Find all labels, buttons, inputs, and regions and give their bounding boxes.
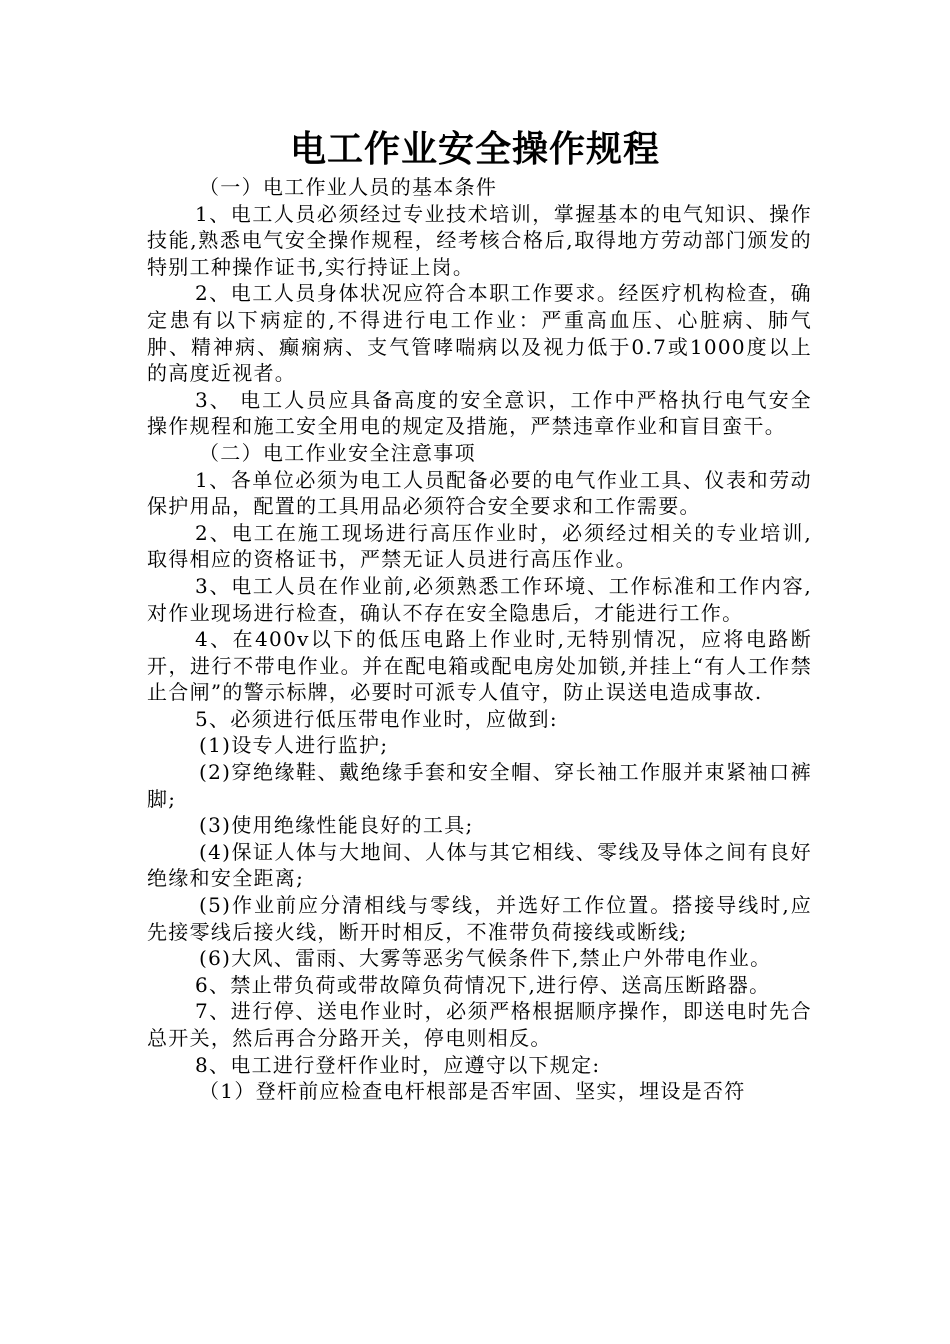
list-item: （1）登杆前应检查电杆根部是否牢固、坚实，埋设是否符 [199,1079,746,1104]
list-item: (2)穿绝缘鞋、戴绝缘手套和安全帽、穿长袖工作服并束紧袖口裤脚; [147,760,812,811]
list-item: (5)作业前应分清相线与零线，并选好工作位置。搭接导线时,应先接零线后接火线，断开时相反，不准带负荷接线或断线; [147,893,812,944]
paragraph: 5、必须进行低压带电作业时，应做到: [195,706,558,731]
section-heading-basic-conditions: （一）电工作业人员的基本条件 [199,175,498,199]
paragraph: 6、禁止带负荷或带故障负荷情况下,进行停、送高压断路器。 [195,972,771,997]
paragraph: 7、进行停、送电作业时，必须严格根据顺序操作，即送电时先合总开关，然后再合分路开关，停电则相反。 [147,999,812,1050]
paragraph: 1、各单位必须为电工人员配备必要的电气作业工具、仪表和劳动保护用品，配置的工具用品必须符合安全要求和工作需要。 [147,467,812,519]
paragraph: 4、在400v以下的低压电路上作业时,无特别情况，应将电路断开，进行不带电作业。并在配电箱或配电房处加锁,并挂上“有人工作禁止合闸”的警示标牌，必要时可派专人值守，防止误送电造成事故. [147,627,812,705]
list-item: (3)使用绝缘性能良好的工具; [199,813,474,838]
document-body [147,174,812,1105]
list-item: (1)设专人进行监护; [199,733,389,758]
list-item: (4)保证人体与大地间、人体与其它相线、零线及导体之间有良好绝缘和安全距离; [147,839,812,891]
paragraph: 1、电工人员必须经过专业技术培训，掌握基本的电气知识、操作技能,熟悉电气安全操作规程，经考核合格后,取得地方劳动部门颁发的特别工种操作证书,实行持证上岗。 [147,201,812,279]
paragraph: 2、电工在施工现场进行高压作业时，必须经过相关的专业培训,取得相应的资格证书，严禁无证人员进行高压作业。 [147,520,812,572]
paragraph: 3、 电工人员应具备高度的安全意识，工作中严格执行电气安全操作规程和施工安全用电的规定及措施，严禁违章作业和盲目蛮干。 [147,387,812,439]
page-title: 电工作业安全操作规程 [289,129,660,170]
paragraph: 8、电工进行登杆作业时，应遵守以下规定: [195,1052,601,1077]
section-heading-safety-notes: （二）电工作业安全注意事项 [199,440,476,465]
list-item: (6)大风、雷雨、大雾等恶劣气候条件下,禁止户外带电作业。 [199,946,772,971]
paragraph: 3、电工人员在作业前,必须熟悉工作环境、工作标准和工作内容,对作业现场进行检查，确认不存在安全隐患后，才能进行工作。 [147,573,812,625]
paragraph: 2、电工人员身体状况应符合本职工作要求。经医疗机构检查，确定患有以下病症的,不得进行电工作业：严重高血压、心脏病、肺气肿、精神病、癫痫病、支气管哮喘病以及视力低于0.7或1000度以上的高度近视者。 [147,281,812,386]
